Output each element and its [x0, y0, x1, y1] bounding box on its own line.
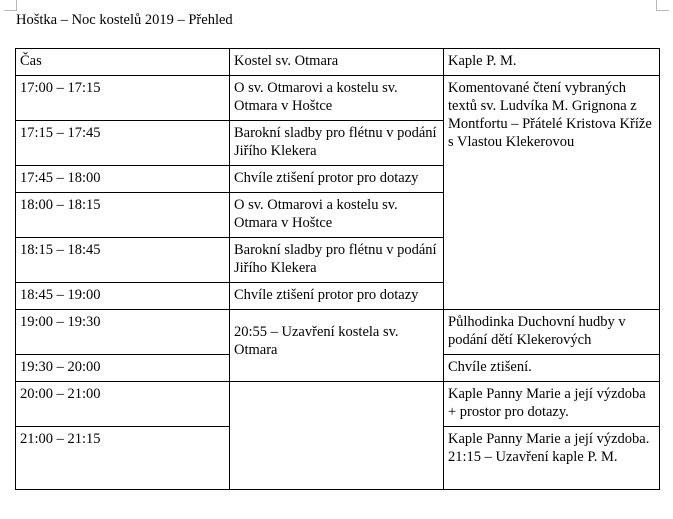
kaple-closing-text: 21:15 – Uzavření kaple P. M.: [448, 449, 618, 465]
cell-spacer: [234, 313, 439, 323]
kostel-cell: O sv. Otmarovi a kostelu sv. Otmara v Hoštce: [230, 193, 444, 238]
header-cas: Čas: [16, 49, 230, 76]
page-corner-mark-right: [656, 0, 669, 11]
time-cell: 18:15 – 18:45: [16, 238, 230, 283]
kaple-cell: Půlhodinka Duchovní hudby v podání dětí Klekerových: [444, 310, 660, 355]
header-kaple: Kaple P. M.: [444, 49, 660, 76]
kostel-cell: Chvíle ztišení protor pro dotazy: [230, 166, 444, 193]
table-row: [16, 76, 660, 121]
header-kostel: Kostel sv. Otmara: [230, 49, 444, 76]
time-cell: 17:00 – 17:15: [16, 76, 230, 121]
kaple-text: Kaple Panny Marie a její výzdoba.: [448, 431, 650, 447]
kostel-cell: [230, 310, 444, 382]
time-cell: 17:15 – 17:45: [16, 121, 230, 166]
time-cell: 21:00 – 21:15: [16, 427, 230, 490]
document-title: Hoštka – Noc kostelů 2019 – Přehled: [16, 12, 233, 28]
kaple-cell: Chvíle ztišení.: [444, 355, 660, 382]
kostel-closing-text: 20:55 – Uzavření kostela sv. Otmara: [234, 324, 399, 358]
kostel-cell-empty: [230, 382, 444, 490]
header-row: [16, 49, 660, 76]
time-cell: 19:00 – 19:30: [16, 310, 230, 355]
time-cell: 20:00 – 21:00: [16, 382, 230, 427]
time-cell: 18:00 – 18:15: [16, 193, 230, 238]
table-row: [16, 382, 660, 427]
kostel-cell: Barokní sladby pro flétnu v podání Jiřího Klekera: [230, 121, 444, 166]
kaple-cell: Kaple Panny Marie a její výzdoba + prostor pro dotazy.: [444, 382, 660, 427]
kaple-cell: [444, 427, 660, 490]
kostel-cell: Barokní sladby pro flétnu v podání Jiřího Klekera: [230, 238, 444, 283]
time-cell: 19:30 – 20:00: [16, 355, 230, 382]
page-corner-mark-left: [4, 0, 17, 11]
kostel-cell: Chvíle ztišení protor pro dotazy: [230, 283, 444, 310]
kaple-cell: Komentované čtení vybraných textů sv. Ludvíka M. Grignona z Montfortu – Přátelé Kristova Kříže s Vlastou Klekerovou: [444, 76, 660, 310]
time-cell: 17:45 – 18:00: [16, 166, 230, 193]
schedule-table: [15, 48, 660, 490]
table-row: [16, 310, 660, 355]
kostel-cell: O sv. Otmarovi a kostelu sv. Otmara v Hoštce: [230, 76, 444, 121]
time-cell: 18:45 – 19:00: [16, 283, 230, 310]
